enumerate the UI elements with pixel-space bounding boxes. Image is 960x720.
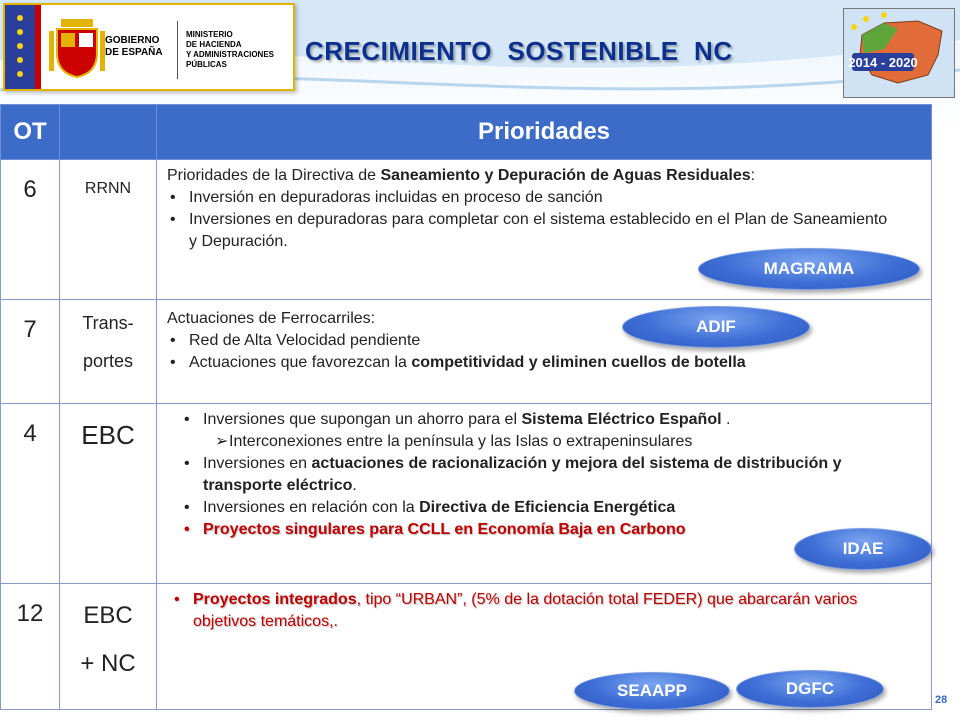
- list-item: • Inversiones en depuradoras para completar con el sistema establecido en el Plan de Saneamiento y Depuración.: [167, 209, 923, 253]
- row-ot: 12: [1, 584, 60, 710]
- table-row: [1, 404, 932, 584]
- government-logo: [3, 3, 295, 91]
- row-ot: 6: [1, 160, 60, 300]
- programme-badge: [843, 8, 955, 98]
- coat-of-arms-icon: [47, 17, 107, 79]
- header-prioridades: Prioridades: [157, 105, 932, 160]
- row-objective: EBC + NC: [60, 584, 157, 710]
- list-item: • Proyectos integrados, tipo “URBAN”, (5% de la dotación total FEDER) que abarcarán varios objetivos temáticos,.: [171, 589, 871, 633]
- row-description: Prioridades de la Directiva de Saneamiento y Depuración de Aguas Residuales: • Inversión en depuradoras incluidas en proceso de sanción • Inversiones en depuradoras para completar con el sistema establecido en el Plan de Saneamiento y Depuración.: [157, 160, 932, 300]
- seaapp-button[interactable]: SEAAPP: [574, 672, 730, 710]
- badge-years: 2014 - 2020: [848, 55, 918, 70]
- list-item: • Inversiones en actuaciones de racionalización y mejora del sistema de distribución y transporte eléctrico.: [181, 453, 923, 497]
- table-header-row: [1, 105, 932, 160]
- list-item: • Inversiones en relación con la Directiva de Eficiencia Energética: [181, 497, 923, 519]
- list-item: • Actuaciones que favorezcan la competitividad y eliminen cuellos de botella: [167, 352, 923, 374]
- page-title: CRECIMIENTO SOSTENIBLE NC: [305, 36, 733, 66]
- priorities-table: [0, 104, 932, 710]
- header-empty: [60, 105, 157, 160]
- adif-button[interactable]: ADIF: [622, 306, 810, 348]
- ministerio-text: MINISTERIO DE HACIENDA Y ADMINISTRACIONES PÚBLICAS: [186, 30, 275, 69]
- page-number: 28: [935, 694, 948, 706]
- magrama-button[interactable]: MAGRAMA: [698, 248, 920, 290]
- row-objective: Trans- portes: [60, 300, 157, 404]
- row-description: Actuaciones de Ferrocarriles: • Red de Alta Velocidad pendiente • Actuaciones que favorezcan la competitividad y eliminen cuellos de botella: [157, 300, 932, 404]
- row-ot: 7: [1, 300, 60, 404]
- header-ot: OT: [1, 105, 60, 160]
- gobierno-text: GOBIERNO DE ESPAÑA: [105, 35, 163, 58]
- dgfc-button[interactable]: DGFC: [736, 670, 884, 708]
- eu-flag-icon: [5, 5, 35, 89]
- list-item: • Inversión en depuradoras incluidas en proceso de sanción: [167, 187, 923, 209]
- row-objective: EBC: [60, 404, 157, 584]
- list-item: • Proyectos singulares para CCLL en Economía Baja en Carbono: [181, 519, 923, 541]
- row-ot: 4: [1, 404, 60, 584]
- idae-button[interactable]: IDAE: [794, 528, 932, 570]
- list-item: • Red de Alta Velocidad pendiente: [167, 330, 923, 352]
- spain-map-icon: [844, 9, 954, 97]
- row-objective: RRNN: [60, 160, 157, 300]
- list-item: • Inversiones que supongan un ahorro para el Sistema Eléctrico Español .: [181, 409, 923, 431]
- list-item: ➢ Interconexiones entre la península y las Islas o extrapeninsulares: [181, 431, 923, 453]
